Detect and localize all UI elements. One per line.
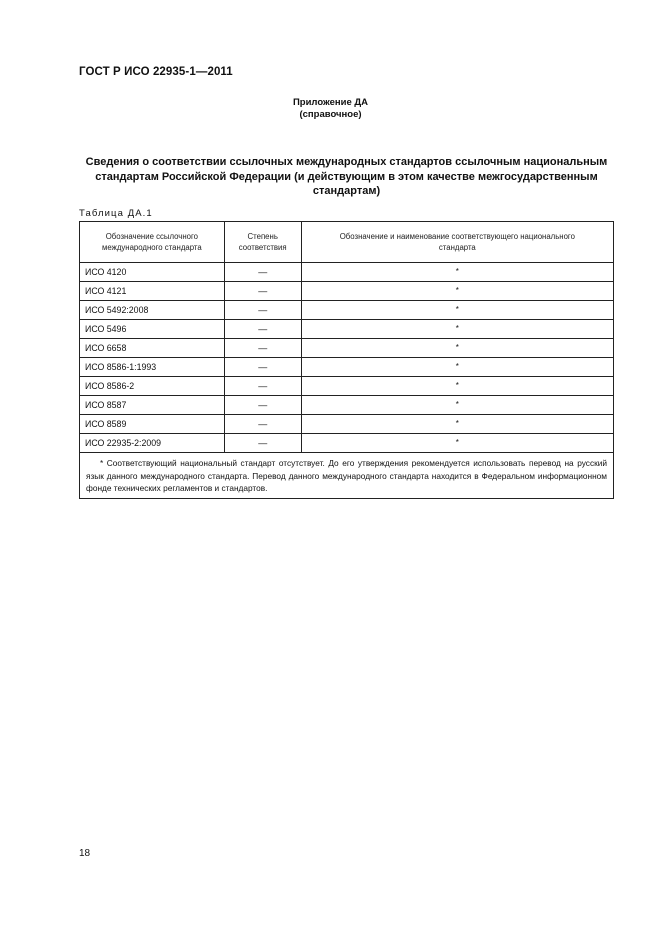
- cell-standard: ИСО 6658: [80, 339, 225, 358]
- cell-degree: —: [224, 434, 301, 453]
- cell-standard: ИСО 8586-1:1993: [80, 358, 225, 377]
- table-row: [80, 396, 614, 415]
- appendix-title: Приложение ДА: [292, 97, 369, 108]
- cell-standard: ИСО 8587: [80, 396, 225, 415]
- cell-degree: —: [224, 263, 301, 282]
- cell-national: *: [301, 377, 613, 396]
- cell-degree: —: [224, 415, 301, 434]
- table-row: [80, 434, 614, 453]
- header-international-standard: Обозначение ссылочного международного стандарта: [80, 222, 225, 263]
- correspondence-table: [79, 221, 614, 499]
- cell-national: *: [301, 339, 613, 358]
- table-row: [80, 339, 614, 358]
- table-footnote-row: [80, 453, 614, 499]
- table-row: [80, 263, 614, 282]
- cell-national: *: [301, 263, 613, 282]
- cell-national: *: [301, 358, 613, 377]
- cell-standard: ИСО 8586-2: [80, 377, 225, 396]
- cell-degree: —: [224, 358, 301, 377]
- table-caption: Таблица ДА.1: [79, 208, 153, 219]
- cell-degree: —: [224, 301, 301, 320]
- cell-degree: —: [224, 339, 301, 358]
- table-header-row: [80, 222, 614, 263]
- cell-standard: ИСО 4121: [80, 282, 225, 301]
- cell-national: *: [301, 301, 613, 320]
- header-national-standard: Обозначение и наименование соответствующего национального стандарта: [301, 222, 613, 263]
- cell-standard: ИСО 5492:2008: [80, 301, 225, 320]
- cell-degree: —: [224, 282, 301, 301]
- appendix-subtitle: (справочное): [299, 109, 362, 120]
- table-row: [80, 358, 614, 377]
- cell-standard: ИСО 4120: [80, 263, 225, 282]
- cell-degree: —: [224, 396, 301, 415]
- table-row: [80, 282, 614, 301]
- cell-national: *: [301, 396, 613, 415]
- cell-standard: ИСО 22935-2:2009: [80, 434, 225, 453]
- cell-degree: —: [224, 320, 301, 339]
- appendix-heading: [0, 97, 661, 121]
- cell-standard: ИСО 5496: [80, 320, 225, 339]
- document-code: ГОСТ Р ИСО 22935-1—2011: [79, 66, 233, 78]
- table-row: [80, 301, 614, 320]
- cell-national: *: [301, 282, 613, 301]
- table-row: [80, 320, 614, 339]
- header-degree: Степень соответствия: [224, 222, 301, 263]
- section-title: Сведения о соответствии ссылочных международных стандартов ссылочным национальным стандартам Российской Федерации (и действующим в этом качестве межгосударственным стандартам): [85, 156, 608, 197]
- table-row: [80, 415, 614, 434]
- table-row: [80, 377, 614, 396]
- cell-degree: —: [224, 377, 301, 396]
- cell-national: *: [301, 320, 613, 339]
- cell-national: *: [301, 415, 613, 434]
- page-number: 18: [79, 848, 91, 859]
- table-footnote: * Соответствующий национальный стандарт отсутствует. До его утверждения рекомендуется использовать перевод на русский язык данного международного стандарта. Перевод данного международного стандарта находится в Федеральном информационном фонде технических регламентов и стандартов.: [80, 453, 614, 499]
- cell-standard: ИСО 8589: [80, 415, 225, 434]
- cell-national: *: [301, 434, 613, 453]
